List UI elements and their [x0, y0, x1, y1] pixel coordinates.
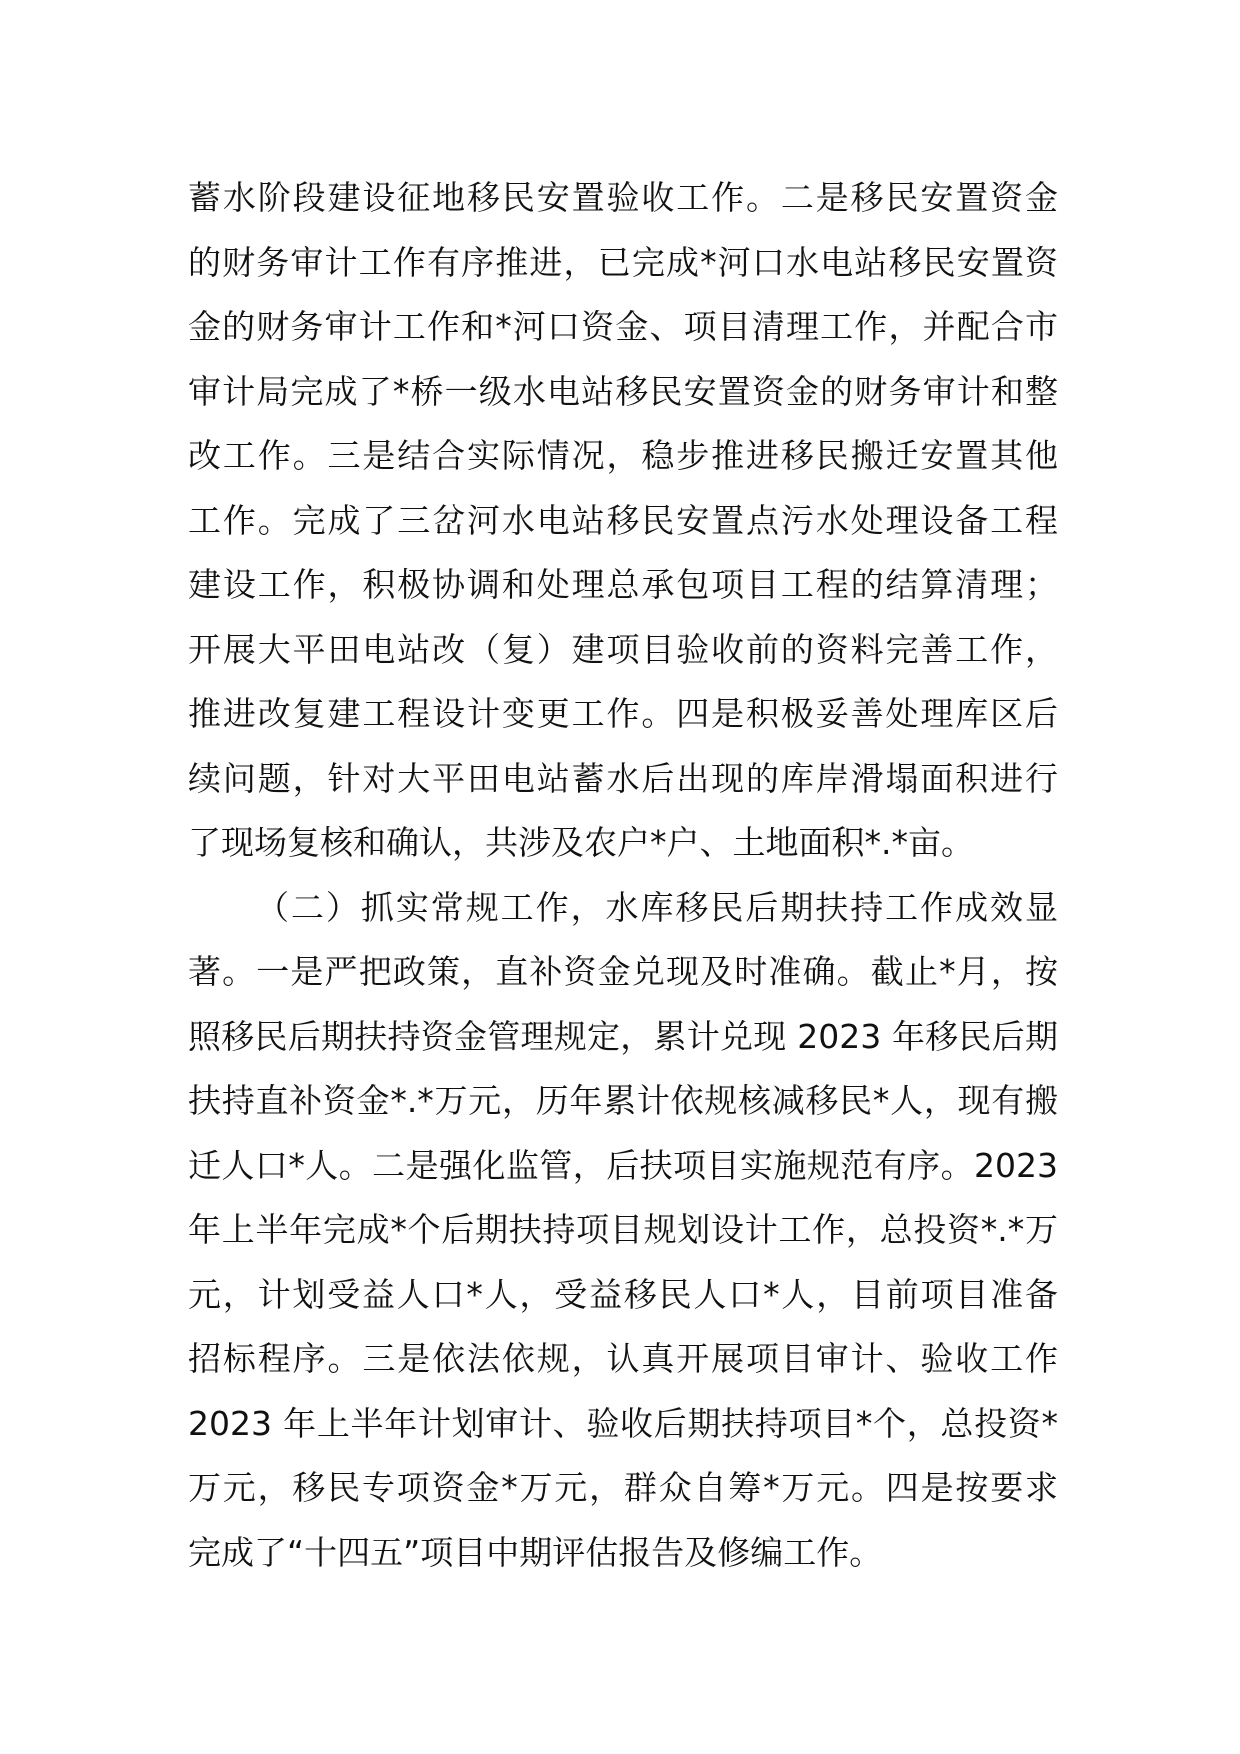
- text-line: 万元，移民专项资金*万元，群众自筹*万元。四是按要求: [188, 1468, 1058, 1507]
- text-line: 招标程序。三是依法依规，认真开展项目审计、验收工作: [188, 1339, 1058, 1378]
- section-heading-line: （二）抓实常规工作，水库移民后期扶持工作成效显: [256, 887, 1058, 927]
- text-line: 的财务审计工作有序推进，已完成*河口水电站移民安置资: [188, 242, 1058, 282]
- text-line: 著。一是严把政策，直补资金兑现及时准确。截止*月，按: [188, 952, 1058, 991]
- text-line: 建设工作，积极协调和处理总承包项目工程的结算清理；: [188, 565, 1058, 604]
- body-text: [188, 166, 1058, 1585]
- text-line: 推进改复建工程设计变更工作。四是积极妥善处理库区后: [188, 694, 1058, 733]
- text-line: 完成了“十四五”项目中期评估报告及修编工作。: [188, 1532, 883, 1572]
- text-line: 工作。完成了三岔河水电站移民安置点污水处理设备工程: [188, 500, 1058, 540]
- text-line: 蓄水阶段建设征地移民安置验收工作。二是移民安置资金: [188, 178, 1058, 217]
- text-line: 2023 年上半年计划审计、验收后期扶持项目*个，总投资*: [188, 1403, 1058, 1443]
- text-line: 审计局完成了*桥一级水电站移民安置资金的财务审计和整: [188, 371, 1058, 411]
- text-line: 开展大平田电站改（复）建项目验收前的资料完善工作，: [188, 629, 1058, 669]
- text-line: 金的财务审计工作和*河口资金、项目清理工作，并配合市: [188, 307, 1058, 346]
- text-line: 改工作。三是结合实际情况，稳步推进移民搬迁安置其他: [188, 436, 1058, 475]
- text-line: 迁人口*人。二是强化监管，后扶项目实施规范有序。2023: [188, 1145, 1058, 1185]
- text-line: 元，计划受益人口*人，受益移民人口*人，目前项目准备: [188, 1274, 1058, 1314]
- text-line: 扶持直补资金*.*万元，历年累计依规核减移民*人，现有搬: [188, 1081, 1058, 1120]
- text-line: 续问题，针对大平田电站蓄水后出现的库岸滑塌面积进行: [188, 758, 1058, 798]
- text-line: 了现场复核和确认，共涉及农户*户、土地面积*.*亩。: [188, 823, 974, 862]
- text-line: 年上半年完成*个后期扶持项目规划设计工作，总投资*.*万: [188, 1210, 1058, 1249]
- text-line: 照移民后期扶持资金管理规定，累计兑现 2023 年移民后期: [188, 1016, 1058, 1056]
